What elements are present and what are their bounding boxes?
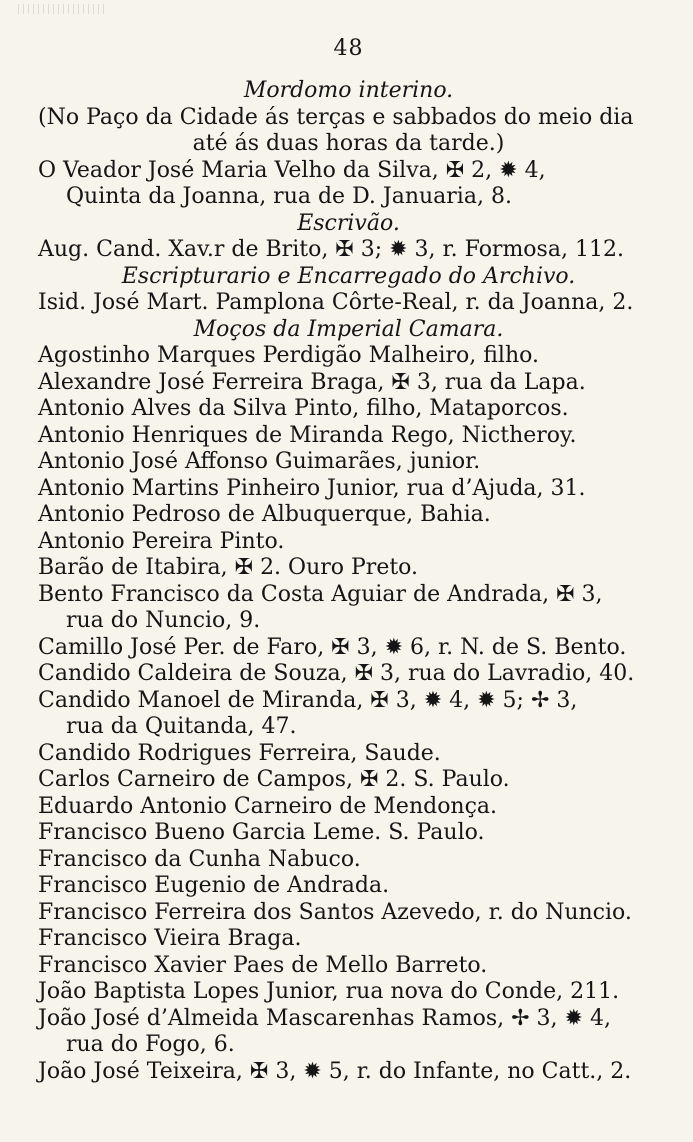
text-line: até ás duas horas da tarde.)	[192, 131, 505, 156]
text-line: Candido Manoel de Miranda, ✠ 3, ✹ 4, ✹ 5; ✢ 3,	[38, 687, 578, 713]
text-line: Antonio José Affonso Guimarães, junior.	[38, 449, 481, 474]
text-line: Mordomo interino.	[243, 78, 454, 103]
text-line: Bento Francisco da Costa Aguiar de Andrada, ✠ 3,	[38, 581, 603, 607]
text-line: Agostinho Marques Perdigão Malheiro, filho.	[38, 343, 539, 368]
text-line: Isid. José Mart. Pamplona Côrte-Real, r. da Joanna, 2.	[38, 290, 634, 315]
text-line: Francisco Bueno Garcia Leme. S. Paulo.	[38, 820, 485, 845]
text-lines	[38, 78, 659, 1085]
text-line: rua da Quitanda, 47.	[66, 714, 297, 739]
text-line: Eduardo Antonio Carneiro de Mendonça.	[38, 793, 498, 819]
text-line: Candido Caldeira de Souza, ✠ 3, rua do Lavradio, 40.	[38, 661, 635, 686]
text-line: João Baptista Lopes Junior, rua nova do Conde, 211.	[38, 979, 620, 1004]
text-line: Antonio Alves da Silva Pinto, filho, Mataporcos.	[38, 396, 569, 421]
text-line: (No Paço da Cidade ás terças e sabbados do meio dia	[38, 104, 634, 130]
text-line: Candido Rodrigues Ferreira, Saude.	[38, 740, 441, 766]
text-line: Barão de Itabira, ✠ 2. Ouro Preto.	[38, 555, 419, 580]
text-line: Antonio Pedroso de Albuquerque, Bahia.	[38, 502, 491, 527]
text-line: Escripturario e Encarregado do Archivo.	[121, 263, 576, 289]
text-line: rua do Fogo, 6.	[66, 1032, 235, 1057]
text-line: Camillo José Per. de Faro, ✠ 3, ✹ 6, r. N. de S. Bento.	[38, 634, 627, 660]
text-line: rua do Nuncio, 9.	[66, 608, 261, 633]
text-line: João José Teixeira, ✠ 3, ✹ 5, r. do Infante, no Catt., 2.	[38, 1058, 632, 1084]
print-bleed-mark	[18, 4, 108, 14]
text-line: Antonio Henriques de Miranda Rego, Nictheroy.	[38, 422, 577, 448]
text-line: João José d’Almeida Mascarenhas Ramos, ✢ 3, ✹ 4,	[38, 1005, 611, 1031]
text-line: Antonio Martins Pinheiro Junior, rua d’Ajuda, 31.	[38, 475, 586, 501]
text-line: Moços da Imperial Camara.	[193, 316, 504, 342]
text-line: Francisco Ferreira dos Santos Azevedo, r. do Nuncio.	[38, 899, 632, 925]
text-line: Francisco Vieira Braga.	[38, 926, 302, 951]
page-number: 48	[333, 36, 364, 61]
text-line: Escrivão.	[297, 210, 400, 236]
text-line: Francisco da Cunha Nabuco.	[38, 846, 361, 872]
text-line: Carlos Carneiro de Campos, ✠ 2. S. Paulo.	[38, 767, 510, 792]
text-line: Francisco Xavier Paes de Mello Barreto.	[38, 952, 488, 978]
text-line: Alexandre José Ferreira Braga, ✠ 3, rua da Lapa.	[38, 369, 586, 395]
text-line: Aug. Cand. Xav.r de Brito, ✠ 3; ✹ 3, r. Formosa, 112.	[38, 237, 624, 262]
text-line: Antonio Pereira Pinto.	[38, 528, 285, 554]
text-line: Quinta da Joanna, rua de D. Januaria, 8.	[66, 184, 512, 209]
text-line: O Veador José Maria Velho da Silva, ✠ 2, ✹ 4,	[38, 157, 546, 183]
text-line: Francisco Eugenio de Andrada.	[38, 873, 390, 898]
